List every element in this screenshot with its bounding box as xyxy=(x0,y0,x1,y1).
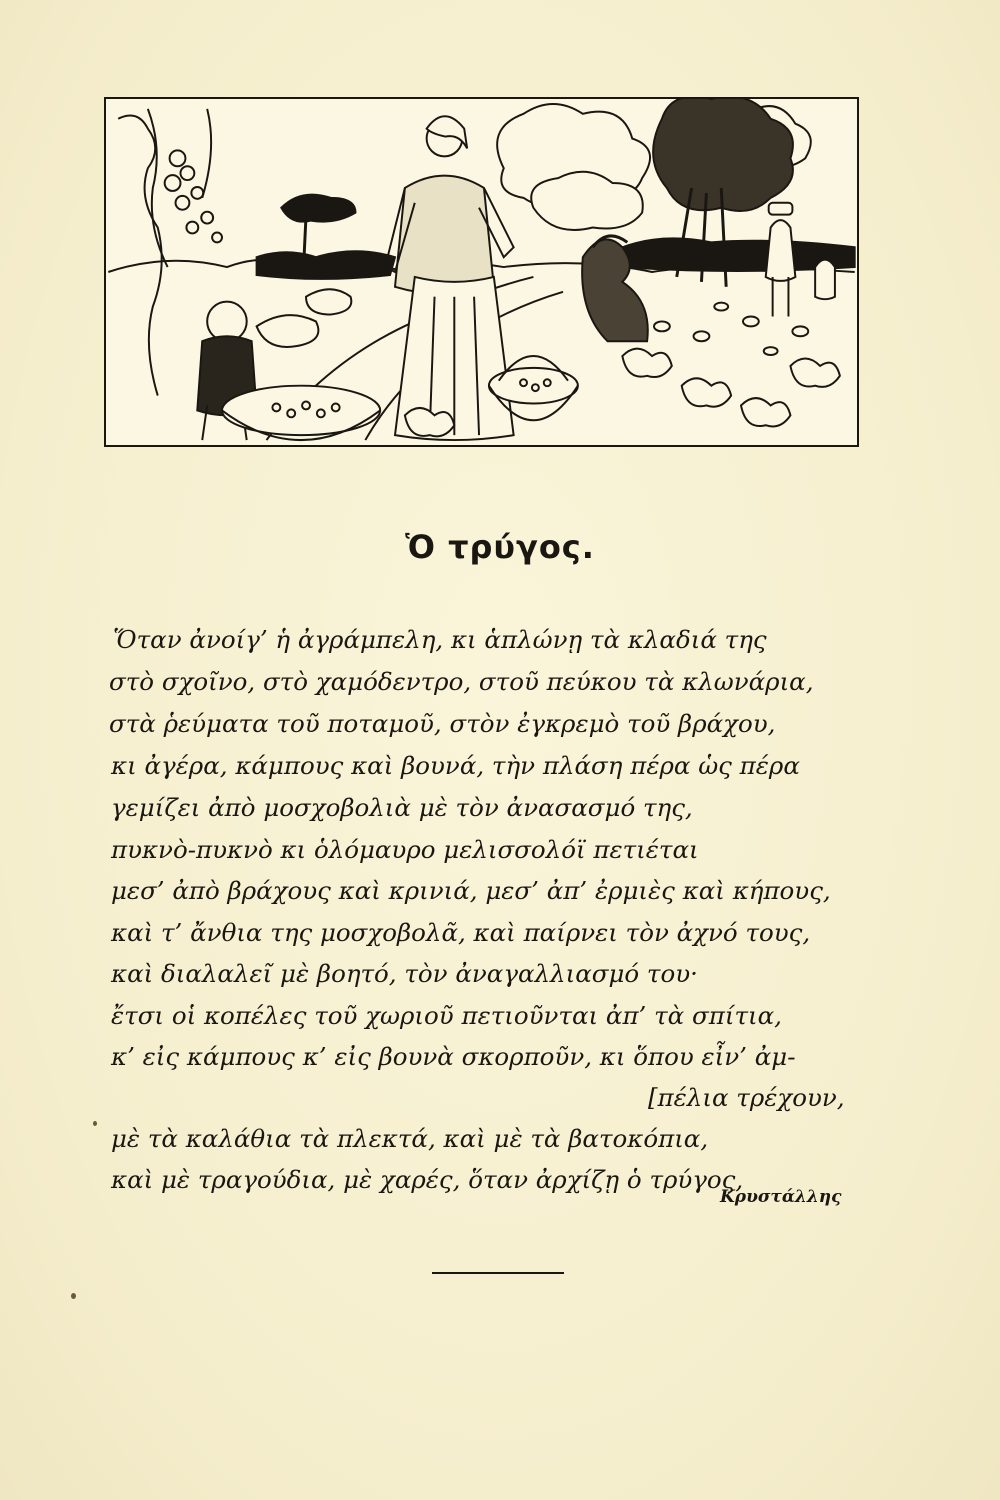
poem-line: πυκνὸ-πυκνὸ κι ὁλόμαυρο μελισσολόϊ πετιέται xyxy=(111,835,699,864)
poem-line: καὶ τ’ ἄνθια της μοσχοβολᾶ, καὶ παίρνει τὸν ἀχνό τους, xyxy=(111,918,811,947)
poem-line: γεμίζει ἀπὸ μοσχοβολιὰ μὲ τὸν ἀνασασμό της, xyxy=(111,793,693,822)
poem-author: Κρυστάλλης xyxy=(720,1187,842,1207)
poem-line: μεσ’ ἀπὸ βράχους καὶ κρινιά, μεσ’ ἀπ’ ἐρμιὲς καὶ κήπους, xyxy=(111,876,831,905)
poem-line: κι ἀγέρα, κάμπους καὶ βουνά, τὴν πλάση πέρα ὡς πέρα xyxy=(111,751,800,780)
poem-line: Ὅταν ἀνοίγ’ ἡ ἀγράμπελη, κι ἁπλώνῃ τὰ κλαδιά της xyxy=(113,625,767,654)
grape-harvest-illustration xyxy=(104,97,859,447)
poem-line: καὶ διαλαλεῖ μὲ βοητό, τὸν ἀναγαλλιασμό του· xyxy=(111,959,698,988)
paper-speck xyxy=(93,1121,97,1126)
poem-line: κ’ εἰς κάμπους κ’ εἰς βουνὰ σκορποῦν, κι ὅπου εἶν’ ἀμ- xyxy=(111,1042,796,1071)
poem-line: στὸ σχοῖνο, στὸ χαμόδεντρο, στοῦ πεύκου τὰ κλωνάρια, xyxy=(109,667,814,696)
poem-line: καὶ μὲ τραγούδια, μὲ χαρές, ὅταν ἀρχίζῃ ὁ τρύγος, xyxy=(111,1165,744,1194)
end-divider xyxy=(432,1272,564,1274)
poem-title: Ὁ τρύγος. xyxy=(405,528,595,566)
poem-line-continuation: [πέλια τρέχουν, xyxy=(648,1083,845,1112)
paper-speck xyxy=(71,1293,76,1299)
poem-line: στὰ ῥεύματα τοῦ ποταμοῦ, στὸν ἐγκρεμὸ τοῦ βράχου, xyxy=(109,709,776,738)
poem-line: μὲ τὰ καλάθια τὰ πλεκτά, καὶ μὲ τὰ βατοκόπια, xyxy=(111,1124,709,1153)
poem-line: ἔτσι οἱ κοπέλες τοῦ χωριοῦ πετιοῦνται ἀπ’ τὰ σπίτια, xyxy=(111,1001,782,1030)
